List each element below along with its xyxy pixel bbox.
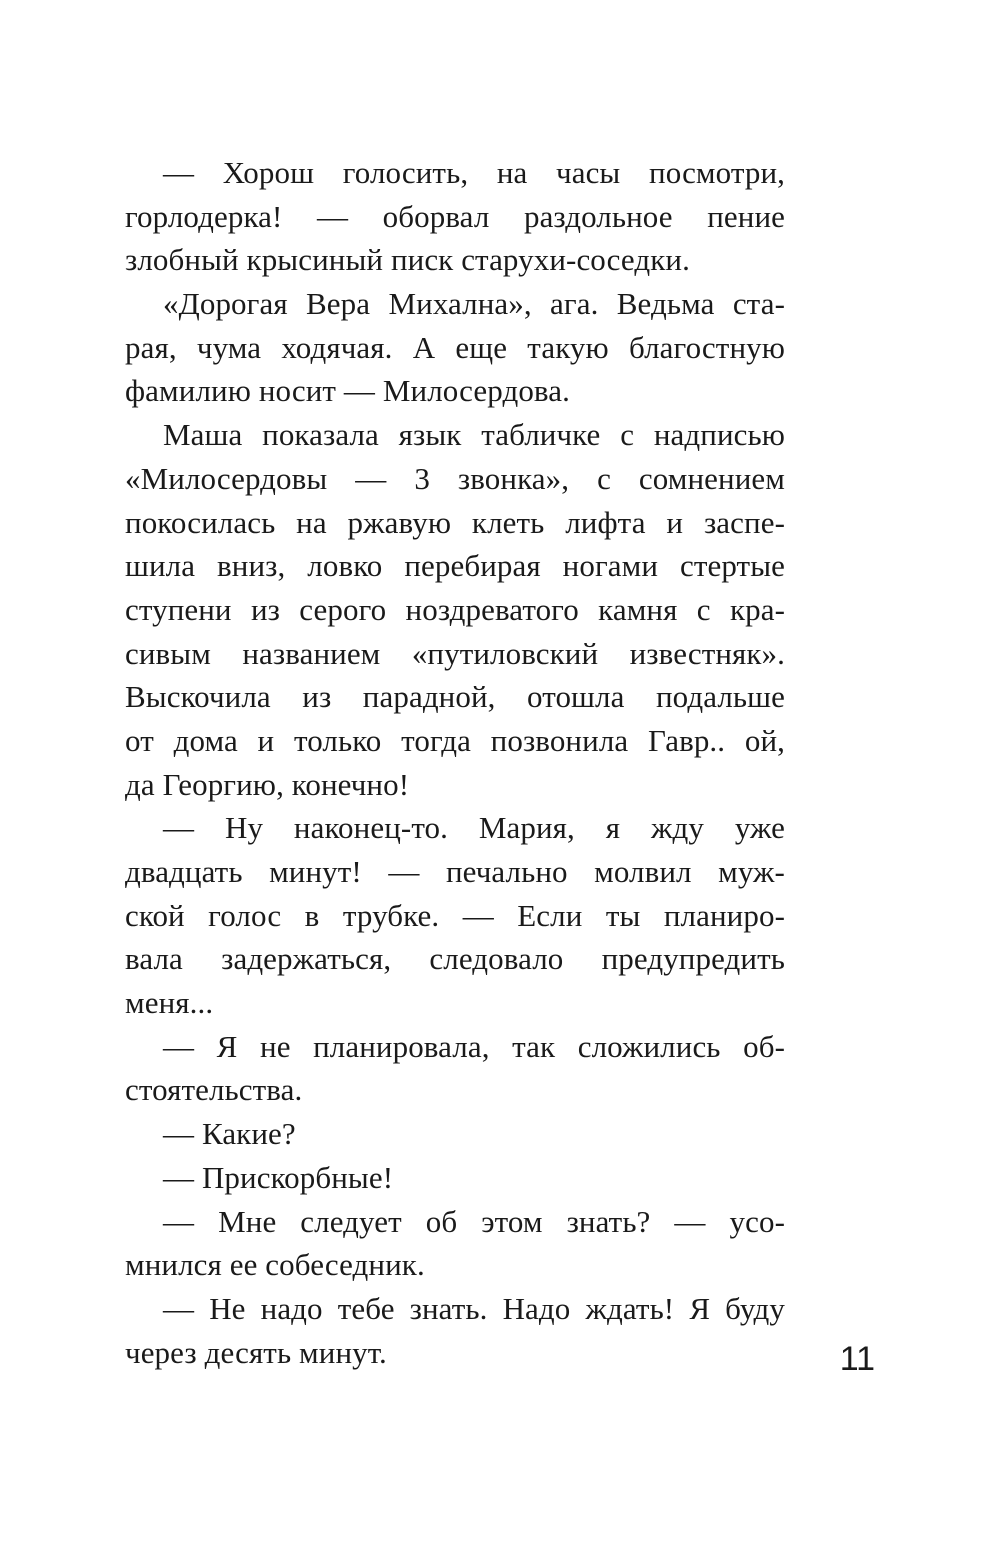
text-line: «Дорогая Вера Михална», ага. Ведьма ста- [163,286,785,322]
body-text [125,151,785,1374]
text-line: покосилась на ржавую клеть лифта и заспе- [125,504,785,540]
text-line: меня... [125,985,214,1021]
text-line: шила вниз, ловко перебирая ногами стертые [125,548,785,584]
text-line: «Милосердовы — 3 звонка», с сомнением [125,460,785,496]
text-line: от дома и только тогда позвонила Гавр.. ой, [125,722,785,758]
text-line: горлодерка! — оборвал раздольное пение [125,198,785,234]
text-line: ступени из серого ноздреватого камня с кра- [125,591,785,627]
text-line: стоятельства. [125,1072,303,1108]
text-line: двадцать минут! — печально молвил муж- [125,854,785,889]
text-line: мнился ее собеседник. [125,1247,425,1283]
text-line: да Георгию, конечно! [125,766,410,802]
text-line: через десять минут. [125,1334,387,1370]
text-line: — Какие? [163,1116,296,1152]
text-line: фамилию носит — Милосердова. [125,373,570,409]
text-line: — Хорош голосить, на часы посмотри, [163,155,785,190]
text-line: вала задержаться, следовало предупредить [125,941,785,977]
text-line: злобный крысиный писк старухи-соседки. [125,242,690,278]
text-line: ской голос в трубке. — Если ты планиро- [125,897,785,933]
text-line: — Мне следует об этом знать? — усо- [163,1203,785,1239]
page-number: 11 [839,1340,875,1378]
text-line: Маша показала язык табличке с надписью [163,417,785,453]
text-line: Выскочила из парадной, отошла подальше [125,679,785,715]
text-line: — Ну наконец-то. Мария, я жду уже [163,810,785,846]
text-line: рая, чума ходячая. А еще такую благостную [125,329,785,365]
text-line: — Прискорбные! [163,1159,394,1195]
text-line: сивым названием «путиловский известняк». [125,635,785,671]
text-line: — Не надо тебе знать. Надо ждать! Я буду [163,1290,785,1326]
text-line: — Я не планировала, так сложились об- [163,1028,785,1064]
